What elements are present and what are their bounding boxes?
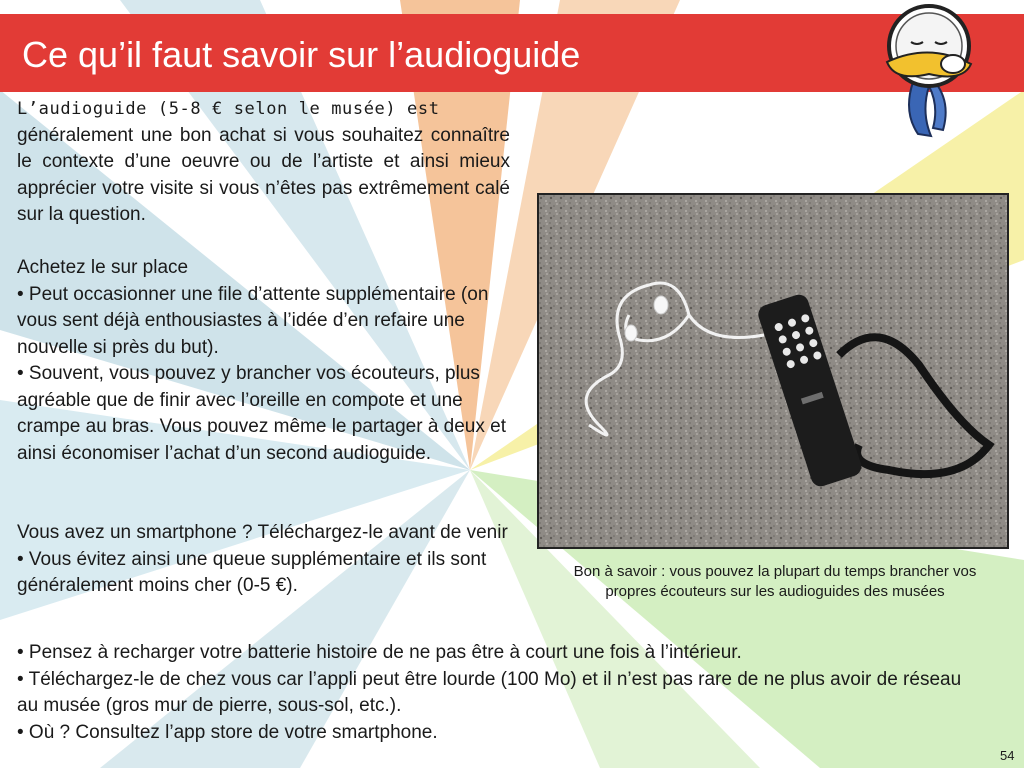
intro-rest: généralement une bon achat si vous souhaitez connaître le contexte d’une oeuvre ou de l’artiste et ainsi mieux apprécier votre visite si vous n’êtes pas extrêmement calé sur la question. xyxy=(17,124,510,225)
page-number: 54 xyxy=(1000,748,1015,763)
smartphone-bullet: • Pensez à recharger votre batterie histoire de ne pas être à court une fois à l’intérieur. xyxy=(17,642,742,663)
buy-on-site-heading: Achetez le sur place xyxy=(17,257,189,278)
intro-first-line: L’audioguide (5-8 € selon le musée) est xyxy=(17,99,440,119)
clock-mascot-icon xyxy=(873,2,985,140)
intro-paragraph xyxy=(17,96,510,229)
buy-on-site-bullet: • Souvent, vous pouvez y brancher vos écouteurs, plus agréable que de finir avec l’oreille en compote et une crampe au bras. Vous pouvez même le partager à deux et ainsi économiser l’achat d’un second audioguide. xyxy=(17,363,506,464)
buy-on-site-section xyxy=(17,255,512,467)
smartphone-bullet: • Téléchargez-le de chez vous car l’appli peut être lourde (100 Mo) et il n’est pas rare de ne plus avoir de réseau au musée (gros mur de pierre, sous-sol, etc.). xyxy=(17,668,962,716)
slide-title: Ce qu’il faut savoir sur l’audioguide xyxy=(22,34,581,75)
photo-caption: Bon à savoir : vous pouvez la plupart du temps brancher vos propres écouteurs sur les audioguides des musées xyxy=(573,563,977,600)
smartphone-bullet: • Où ? Consultez l’app store de votre smartphone. xyxy=(17,721,438,743)
buy-on-site-bullet: • Peut occasionner une file d’attente supplémentaire (on vous sent déjà enthousiastes à l’idée d’en refaire une nouvelle si près du but). xyxy=(17,283,489,358)
smartphone-bullet: • Vous évitez ainsi une queue supplémentaire et ils sont généralement moins cher (0-5 €). xyxy=(17,548,487,596)
audioguide-illustration xyxy=(539,195,1007,547)
audioguide-photo xyxy=(537,193,1009,549)
smartphone-heading: Vous avez un smartphone ? Téléchargez-le avant de venir xyxy=(17,522,508,543)
title-bar xyxy=(0,14,1024,92)
smartphone-section xyxy=(17,520,512,600)
smartphone-more-bullets xyxy=(17,640,987,746)
